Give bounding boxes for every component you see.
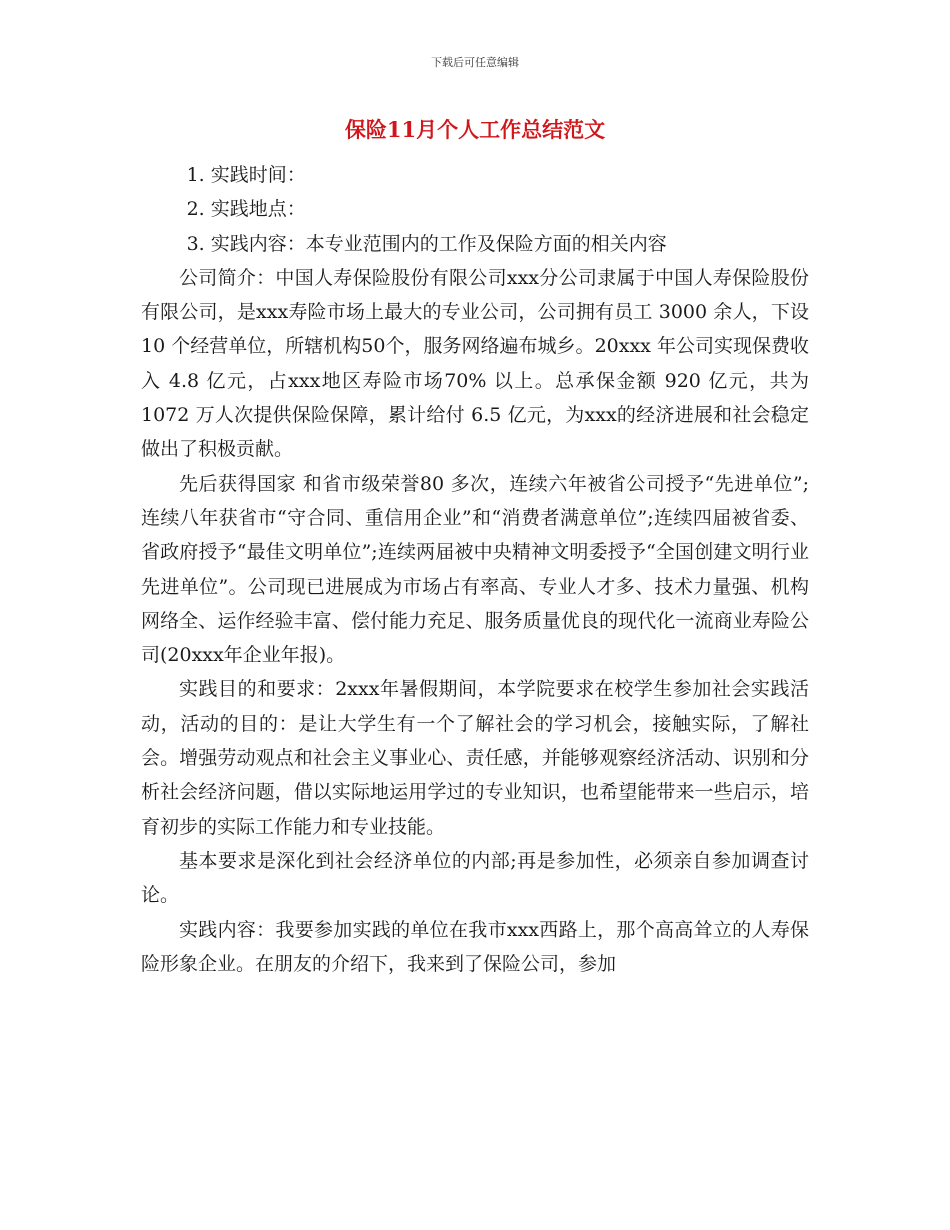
- paragraph-practice-content: 实践内容：我要参加实践的单位在我市xxx西路上，那个高高耸立的人寿保险形象企业。在朋友的介绍下，我来到了保险公司，参加: [141, 918, 809, 975]
- document-title: 保险11月个人工作总结范文: [344, 117, 606, 142]
- page-header: 下载后可任意编辑: [431, 56, 519, 69]
- document-body: [141, 158, 809, 981]
- paragraph-requirements: 基本要求是深化到社会经济单位的内部;再是参加性，必须亲自参加调查讨论。: [141, 849, 809, 907]
- paragraph-company-intro: 公司简介：中国人寿保险股份有限公司xxx分公司隶属于中国人寿保险股份有限公司，是xxx寿险市场上最大的专业公司，公司拥有员工 3000 余人，下设 10 个经营单位，所辖机构50个，服务网络遍布城乡。20xxx 年公司实现保费收入 4.8 亿元，占xxx地区寿险市场70% 以上。总承保金额 920 亿元，共为 1072 万人次提供保险保障，累计给付 6.5 亿元，为xxx的经济进展和社会稳定做出了积极贡献。: [141, 266, 809, 461]
- list-item-content: 3. 实践内容：本专业范围内的工作及保险方面的相关内容: [186, 232, 667, 255]
- list-item-location: 2. 实践地点：: [186, 198, 306, 221]
- list-item-time: 1. 实践时间：: [186, 164, 306, 186]
- paragraph-purpose: 实践目的和要求：2xxx年暑假期间，本学院要求在校学生参加社会实践活动，活动的目的：是让大学生有一个了解社会的学习机会，接触实际，了解社会。增强劳动观点和社会主义事业心、责任感，并能够观察经济活动、识别和分析社会经济问题，借以实际地运用学过的专业知识，也希望能带来一些启示，培育初步的实际工作能力和专业技能。: [141, 678, 809, 838]
- paragraph-honors: 先后获得国家 和省市级荣誉80 多次，连续六年被省公司授予“先进单位”;连续八年获省市“守合同、重信用企业”和“消费者满意单位”;连续四届被省委、省政府授予“最佳文明单位”;连续两届被中央精神文明委授予“全国创建文明行业先进单位”。公司现已进展成为市场占有率高、专业人才多、技术力量强、机构网络全、运作经验丰富、偿付能力充足、服务质量优良的现代化一流商业寿险公司(20xxx年企业年报)。: [141, 472, 809, 667]
